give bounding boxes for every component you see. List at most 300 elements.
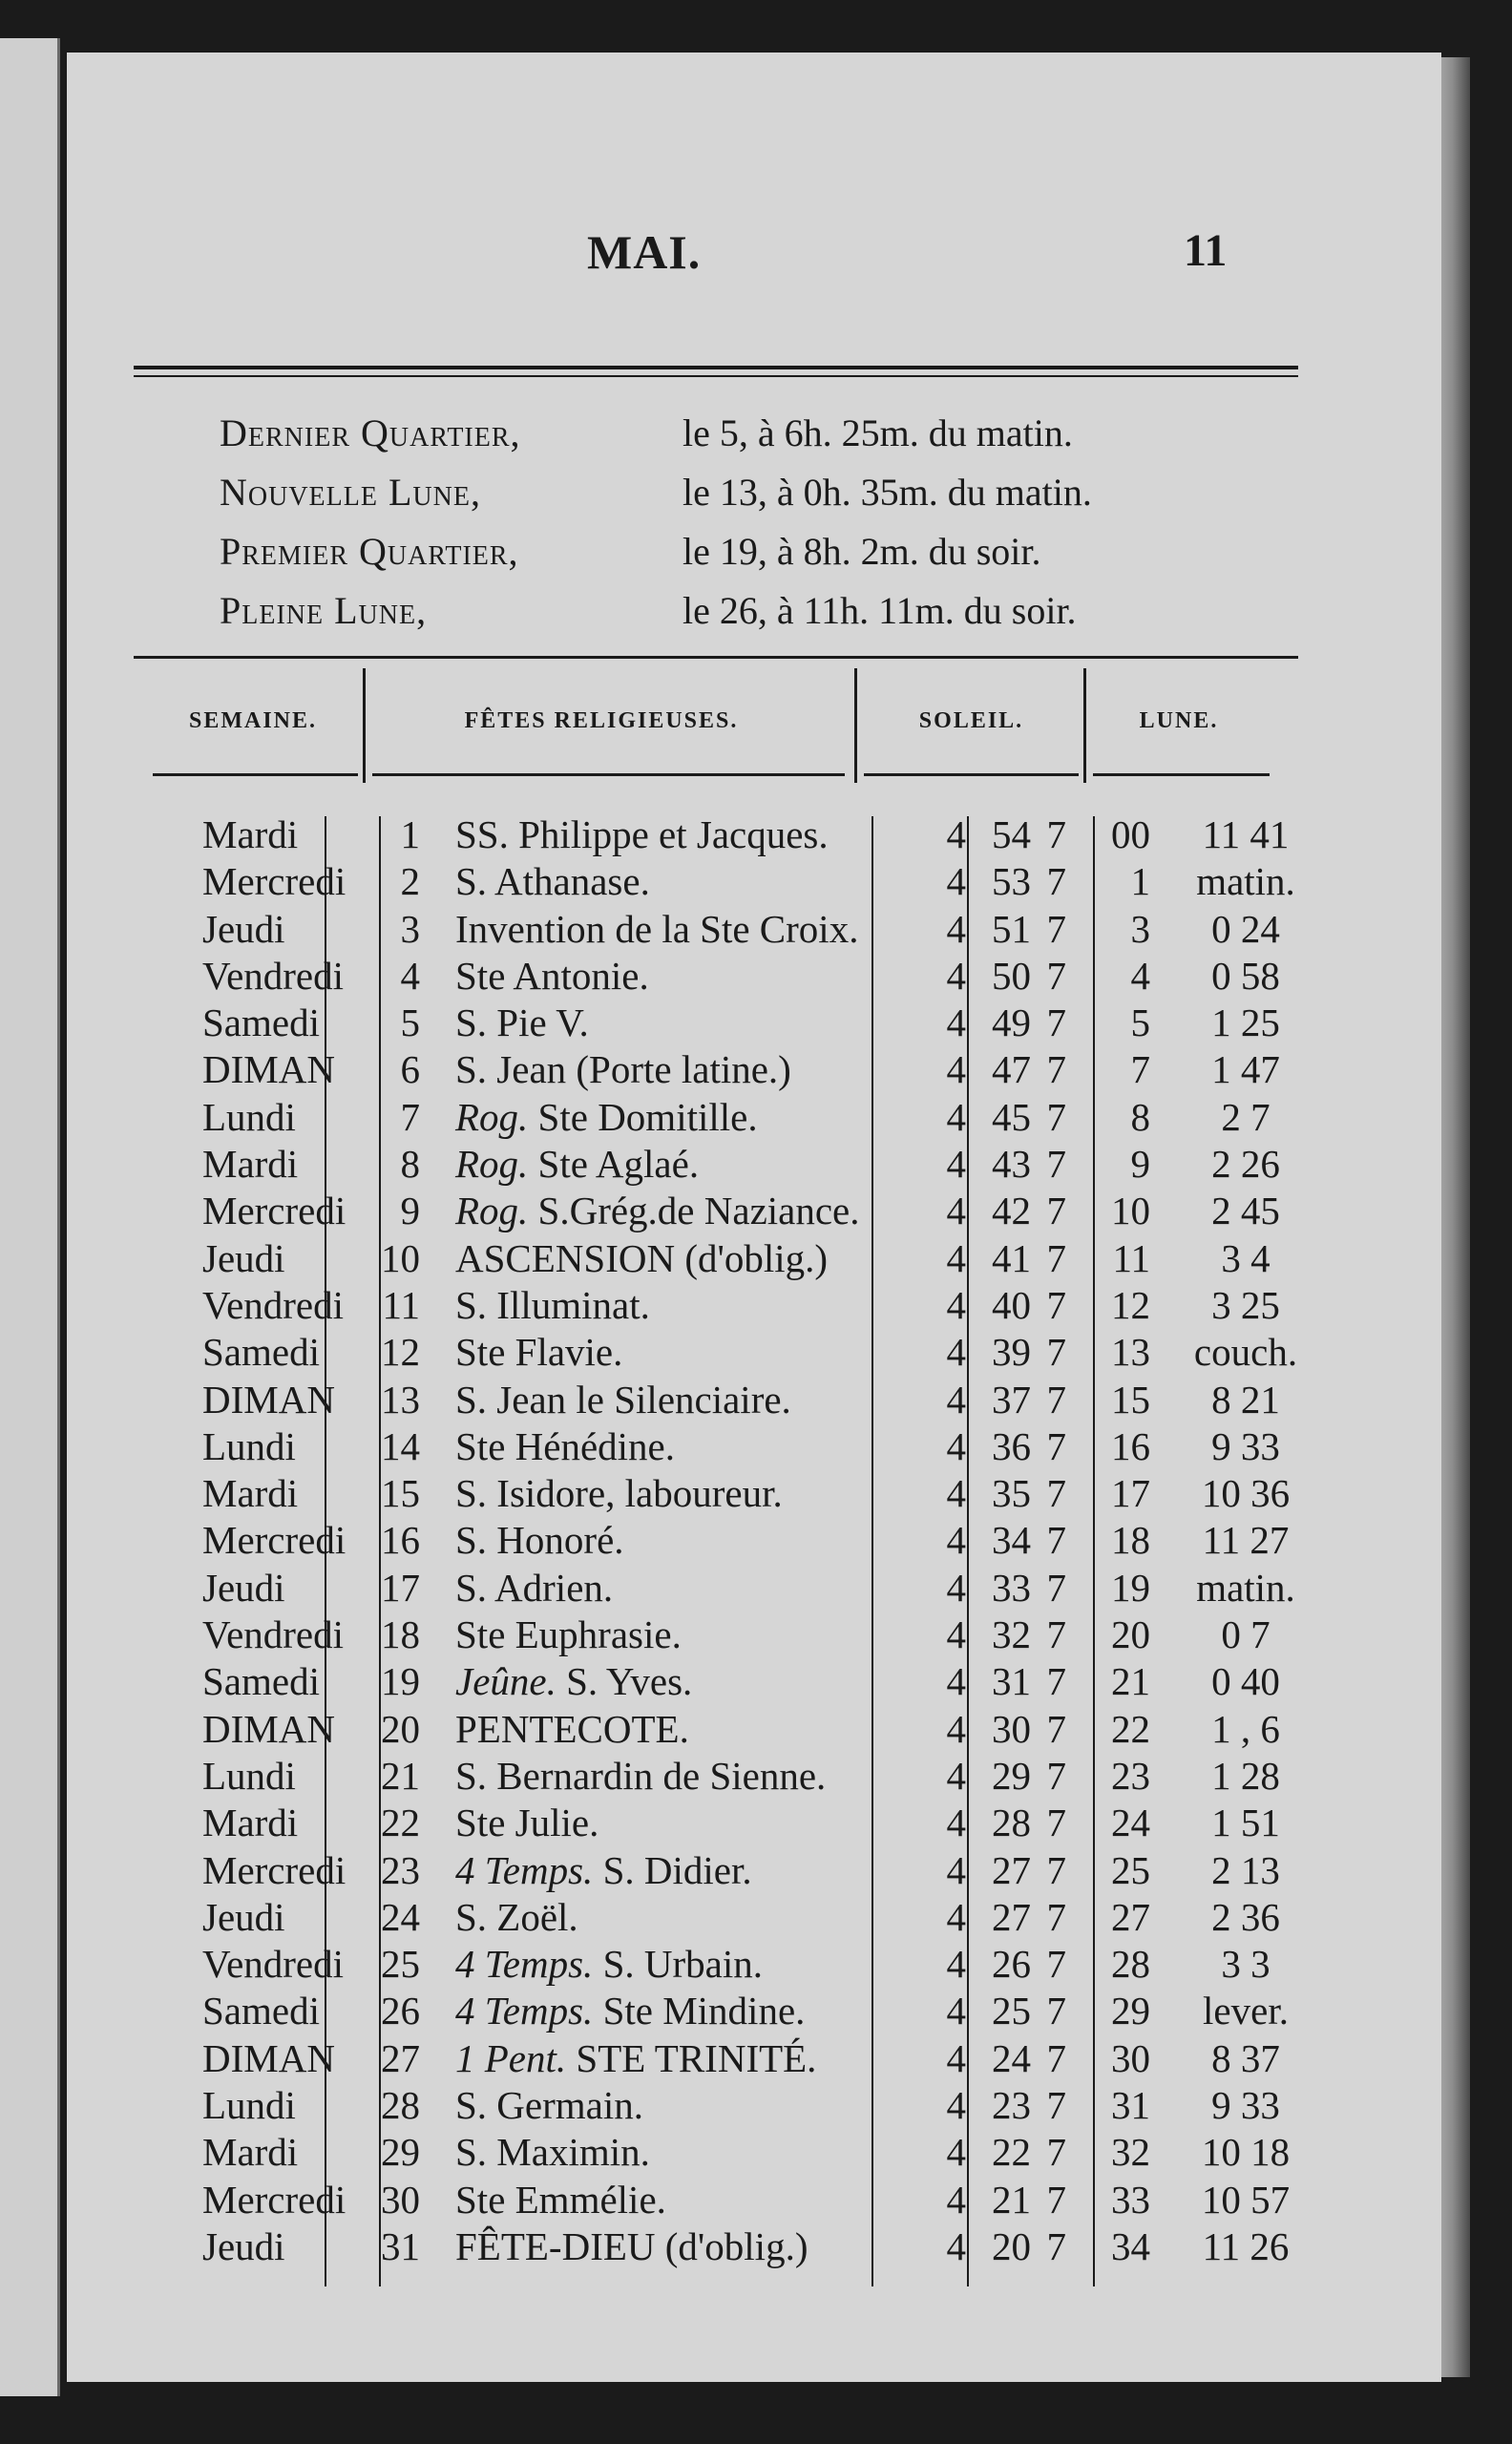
weekday: Vendredi [202,1282,345,1327]
sunset-minute: 22 [1111,1706,1150,1751]
sunset-minute: 00 [1111,812,1150,856]
sunrise-hour: 4 [946,2177,966,2222]
day-number: 9 [400,1189,420,1233]
sunrise-hour: 4 [946,1235,966,1280]
day-number: 3 [400,906,420,951]
sunset-minute: 9 [1130,1142,1150,1187]
table-header [134,668,1298,783]
phase-detail: le 5, à 6h. 25m. du matin. [682,411,1073,454]
day-number: 4 [400,953,420,998]
table-row [134,1423,1327,1470]
sunset-hour: 7 [1046,2223,1066,2268]
table-row [134,1329,1327,1376]
header-rule-thin [134,375,1298,377]
feast-name: S. Adrien. [455,1565,614,1610]
feast-cell [455,1094,758,1141]
sunset-hour: 7 [1046,953,1066,998]
weekday: Mercredi [202,1518,346,1563]
sunset-minute: 4 [1130,953,1150,998]
feast-name: Ste Flavie. [455,1330,623,1375]
feast-cell [455,2223,808,2270]
page-title: MAI. [587,225,702,279]
table-row [134,1612,1327,1658]
feast-name: S. Maximin. [455,2130,650,2175]
column-header-fetes: FÊTES RELIGIEUSES. [464,708,739,733]
moon-time: 3 4 [1221,1235,1270,1280]
feast-cell [455,1046,791,1093]
sunset-hour: 7 [1046,859,1066,904]
feast-name: Ste Euphrasie. [455,1612,682,1657]
sunrise-minute: 49 [992,1001,1031,1045]
table-row [134,2129,1327,2176]
feast-name: Ste Aglaé. [537,1142,700,1187]
table-row [134,1282,1327,1329]
weekday: Samedi [202,1001,320,1045]
sunset-hour: 7 [1046,1894,1066,1939]
sunset-minute: 12 [1111,1282,1150,1327]
feast-name: Invention de la Ste Croix. [455,906,859,951]
feast-cell [455,2082,643,2129]
calendar-table [134,811,1327,2270]
feast-name: S. Honoré. [455,1518,624,1563]
moon-phase-row [220,581,1308,641]
feast-cell [455,1141,699,1188]
table-row [134,1753,1327,1800]
moon-phase-row [220,522,1308,581]
sunrise-hour: 4 [946,1753,966,1798]
moon-time: 11 26 [1202,2223,1290,2268]
sunset-hour: 7 [1046,1235,1066,1280]
table-row [134,1988,1327,2034]
feast-name: FÊTE-DIEU (d'oblig.) [455,2223,808,2268]
sunrise-hour: 4 [946,1659,966,1704]
sunrise-hour: 4 [946,1894,966,1939]
day-number: 17 [381,1565,420,1610]
sunset-minute: 17 [1111,1471,1150,1516]
sunset-minute: 20 [1111,1612,1150,1657]
sunset-hour: 7 [1046,906,1066,951]
day-number: 20 [381,1706,420,1751]
sunset-minute: 8 [1130,1094,1150,1139]
header-underline [372,773,845,776]
day-number: 13 [381,1377,420,1422]
feast-cell [455,1658,692,1705]
day-number: 26 [381,1989,420,2033]
table-row [134,1658,1327,1705]
sunrise-minute: 50 [992,953,1031,998]
feast-cell [455,1000,589,1046]
sunset-hour: 7 [1046,1423,1066,1468]
feast-cell [455,1800,598,1846]
weekday: Vendredi [202,1612,345,1657]
sunset-hour: 7 [1046,1142,1066,1187]
sunrise-minute: 28 [992,1801,1031,1845]
feast-cell [455,1517,624,1564]
sunrise-hour: 4 [946,1047,966,1092]
page-number: 11 [1184,225,1228,276]
sunset-minute: 25 [1111,1847,1150,1892]
sunrise-hour: 4 [946,1801,966,1845]
sunrise-hour: 4 [946,953,966,998]
feast-cell [455,1565,613,1612]
sunset-minute: 23 [1111,1753,1150,1798]
weekday: Jeudi [202,2223,285,2268]
table-row [134,2223,1327,2270]
sunrise-minute: 42 [992,1189,1031,1233]
feast-cell [455,2035,816,2082]
day-number: 10 [381,1235,420,1280]
sunrise-minute: 54 [992,812,1031,856]
sunrise-hour: 4 [946,906,966,951]
weekday: Lundi [202,2083,296,2128]
day-number: 18 [381,1612,420,1657]
table-row [134,1517,1327,1564]
sunset-minute: 1 [1130,859,1150,904]
sunrise-minute: 25 [992,1989,1031,2033]
sunset-minute: 3 [1130,906,1150,951]
sunset-hour: 7 [1046,1989,1066,2033]
table-row [134,1470,1327,1517]
table-row [134,1847,1327,1894]
sunrise-minute: 23 [992,2083,1031,2128]
sunset-minute: 5 [1130,1001,1150,1045]
weekday: Jeudi [202,1235,285,1280]
sunrise-minute: 31 [992,1659,1031,1704]
feast-cell [455,1235,828,1282]
sunrise-minute: 45 [992,1094,1031,1139]
feast-cell [455,953,649,1000]
feast-name: S. Pie V. [455,1001,589,1045]
weekday: Samedi [202,1659,320,1704]
feast-cell [455,2129,650,2176]
sunrise-hour: 4 [946,1423,966,1468]
sunrise-hour: 4 [946,1847,966,1892]
day-number: 15 [381,1471,420,1516]
phase-name: Pleine Lune, [220,589,428,632]
sunrise-hour: 4 [946,1282,966,1327]
moon-time: 3 25 [1211,1282,1280,1327]
sunset-hour: 7 [1046,1471,1066,1516]
moon-time: 2 36 [1211,1894,1280,1939]
sunrise-hour: 4 [946,2223,966,2268]
table-row [134,1094,1327,1141]
weekday: Vendredi [202,953,345,998]
feast-prefix: Rog. [455,1189,529,1233]
sunset-hour: 7 [1046,2177,1066,2222]
moon-phases [220,404,1308,641]
table-row [134,2082,1327,2129]
sunset-minute: 7 [1130,1047,1150,1092]
weekday: Lundi [202,1753,296,1798]
sunrise-hour: 4 [946,1706,966,1751]
day-number: 30 [381,2177,420,2222]
sunset-hour: 7 [1046,2035,1066,2080]
sunrise-hour: 4 [946,1471,966,1516]
sunrise-minute: 30 [992,1706,1031,1751]
moon-time: 0 24 [1211,906,1280,951]
sunset-hour: 7 [1046,812,1066,856]
sunset-hour: 7 [1046,1706,1066,1751]
table-row [134,1706,1327,1753]
feast-name: Ste Emmélie. [455,2177,666,2222]
sunset-hour: 7 [1046,1612,1066,1657]
feast-name: S. Bernardin de Sienne. [455,1753,827,1798]
feast-prefix: Rog. [455,1142,529,1187]
table-row [134,1235,1327,1282]
sunset-hour: 7 [1046,1753,1066,1798]
sunset-minute: 15 [1111,1377,1150,1422]
weekday: Jeudi [202,1894,285,1939]
moon-time: 2 7 [1221,1094,1270,1139]
sunset-hour: 7 [1046,1801,1066,1845]
sunrise-minute: 33 [992,1565,1031,1610]
sunset-minute: 19 [1111,1565,1150,1610]
weekday: Mercredi [202,859,346,904]
column-divider [1083,668,1086,783]
feast-prefix: 1 Pent. [455,2035,567,2080]
sunrise-hour: 4 [946,1330,966,1375]
feast-name: S. Urbain. [602,1942,763,1987]
weekday: Vendredi [202,1942,345,1987]
feast-name: S. Zoël. [455,1894,578,1939]
feast-cell [455,1612,682,1658]
moon-time: 9 33 [1211,1423,1280,1468]
sunset-minute: 31 [1111,2083,1150,2128]
column-header-lune: LUNE. [1139,708,1219,733]
running-head [67,215,1441,291]
column-divider [854,668,857,783]
weekday: Mardi [202,1801,299,1845]
sunrise-minute: 51 [992,906,1031,951]
moon-time: matin. [1196,1565,1295,1610]
moon-time: lever. [1203,1989,1289,2033]
moon-time: 11 41 [1202,812,1290,856]
sunrise-hour: 4 [946,1565,966,1610]
sunset-hour: 7 [1046,1094,1066,1139]
moon-time: 10 57 [1201,2177,1291,2222]
day-number: 5 [400,1001,420,1045]
feast-name: S. Illuminat. [455,1282,650,1327]
sunset-minute: 28 [1111,1942,1150,1987]
column-header-soleil: SOLEIL. [918,708,1024,733]
feast-cell [455,1988,805,2034]
moon-time: 1 47 [1211,1047,1280,1092]
sunset-hour: 7 [1046,1001,1066,1045]
day-number: 25 [381,1942,420,1987]
day-number: 6 [400,1047,420,1092]
sunrise-hour: 4 [946,1094,966,1139]
phase-detail: le 19, à 8h. 2m. du soir. [682,530,1041,573]
feast-cell [455,1706,689,1753]
day-number: 24 [381,1894,420,1939]
sunset-minute: 30 [1111,2035,1150,2080]
sunrise-minute: 36 [992,1423,1031,1468]
weekday: Samedi [202,1989,320,2033]
weekday: Lundi [202,1094,296,1139]
feast-name: PENTECOTE. [455,1706,689,1751]
sunrise-minute: 32 [992,1612,1031,1657]
moon-time: 0 7 [1221,1612,1270,1657]
day-number: 11 [382,1282,420,1327]
moon-time: 11 27 [1202,1518,1290,1563]
feast-prefix: Jeûne. [455,1659,556,1704]
sunset-hour: 7 [1046,1942,1066,1987]
sunrise-minute: 47 [992,1047,1031,1092]
moon-time: matin. [1196,859,1295,904]
moon-time: 10 36 [1201,1471,1291,1516]
table-row [134,1141,1327,1188]
sunrise-minute: 27 [992,1894,1031,1939]
feast-name: SS. Philippe et Jacques. [455,812,829,856]
sunrise-hour: 4 [946,1001,966,1045]
feast-cell [455,906,858,953]
sunrise-hour: 4 [946,2083,966,2128]
feast-name: Ste Domitille. [537,1094,758,1139]
table-row [134,1565,1327,1612]
feast-prefix: 4 Temps. [455,1989,594,2033]
table-row [134,1188,1327,1234]
feast-prefix: Rog. [455,1094,529,1139]
feast-name: S. Yves. [566,1659,693,1704]
facing-page-edge [0,38,60,2396]
table-row [134,953,1327,1000]
feast-name: S. Athanase. [455,859,650,904]
sunrise-minute: 41 [992,1235,1031,1280]
moon-time: 1 51 [1211,1801,1280,1845]
sunrise-minute: 27 [992,1847,1031,1892]
sunrise-minute: 39 [992,1330,1031,1375]
sunset-minute: 24 [1111,1801,1150,1845]
sunrise-hour: 4 [946,812,966,856]
weekday: Mardi [202,812,299,856]
day-number: 2 [400,859,420,904]
moon-time: 8 37 [1211,2035,1280,2080]
sunrise-minute: 40 [992,1282,1031,1327]
table-row [134,2035,1327,2082]
table-row [134,858,1327,905]
feast-cell [455,1847,752,1894]
sunset-hour: 7 [1046,1189,1066,1233]
weekday: Mardi [202,1471,299,1516]
feast-prefix: 4 Temps. [455,1942,594,1987]
day-number: 14 [381,1423,420,1468]
feast-cell [455,858,650,905]
weekday: Mardi [202,1142,299,1187]
table-row [134,1377,1327,1423]
column-header-semaine: SEMAINE. [188,708,318,733]
day-number: 16 [381,1518,420,1563]
day-number: 31 [381,2223,420,2268]
table-row [134,1941,1327,1988]
day-number: 7 [400,1094,420,1139]
feast-name: Ste Antonie. [455,953,649,998]
sunset-minute: 21 [1111,1659,1150,1704]
sunrise-minute: 34 [992,1518,1031,1563]
feast-cell [455,1753,826,1800]
day-number: 23 [381,1847,420,1892]
sunset-minute: 32 [1111,2130,1150,2175]
table-row [134,2177,1327,2223]
sunrise-minute: 22 [992,2130,1031,2175]
feast-cell [455,811,829,858]
header-rule [134,366,1298,369]
sunrise-hour: 4 [946,1142,966,1187]
sunrise-hour: 4 [946,1518,966,1563]
weekday: Mercredi [202,2177,346,2222]
feast-name: S. Didier. [602,1847,752,1892]
moon-time: 0 40 [1211,1659,1280,1704]
weekday: Jeudi [202,906,285,951]
sunrise-minute: 43 [992,1142,1031,1187]
section-rule [134,656,1298,659]
moon-time: 0 58 [1211,953,1280,998]
moon-time: 3 3 [1221,1942,1270,1987]
feast-prefix: 4 Temps. [455,1847,594,1892]
day-number: 19 [381,1659,420,1704]
table-row [134,906,1327,953]
sunset-minute: 16 [1111,1423,1150,1468]
table-row [134,1046,1327,1093]
sunrise-minute: 35 [992,1471,1031,1516]
phase-detail: le 26, à 11h. 11m. du soir. [682,589,1077,632]
weekday: DIMAN [202,1047,335,1092]
feast-cell [455,1377,791,1423]
sunset-minute: 13 [1111,1330,1150,1375]
feast-name: STE TRINITÉ. [576,2035,817,2080]
sunset-minute: 33 [1111,2177,1150,2222]
sunset-minute: 34 [1111,2223,1150,2268]
table-row [134,811,1327,858]
feast-name: Ste Hénédine. [455,1423,675,1468]
weekday: Mardi [202,2130,299,2175]
sunset-hour: 7 [1046,1330,1066,1375]
weekday: Mercredi [202,1189,346,1233]
feast-name: S. Jean (Porte latine.) [455,1047,791,1092]
feast-cell [455,2177,666,2223]
day-number: 8 [400,1142,420,1187]
day-number: 29 [381,2130,420,2175]
sunrise-hour: 4 [946,1989,966,2033]
sunrise-hour: 4 [946,859,966,904]
phase-name: Nouvelle Lune, [220,471,481,514]
moon-phase-row [220,463,1308,522]
sunrise-hour: 4 [946,1377,966,1422]
sunrise-hour: 4 [946,1942,966,1987]
sunset-hour: 7 [1046,1518,1066,1563]
moon-time: 1 25 [1211,1001,1280,1045]
feast-cell [455,1329,622,1376]
sunrise-minute: 26 [992,1942,1031,1987]
sunrise-minute: 53 [992,859,1031,904]
weekday: Lundi [202,1423,296,1468]
sunset-hour: 7 [1046,1282,1066,1327]
feast-name: ASCENSION (d'oblig.) [455,1235,829,1280]
header-underline [153,773,358,776]
weekday: DIMAN [202,2035,335,2080]
sunset-hour: 7 [1046,2130,1066,2175]
phase-name: Dernier Quartier, [220,411,521,454]
moon-time: 1 , 6 [1211,1706,1280,1751]
day-number: 22 [381,1801,420,1845]
day-number: 21 [381,1753,420,1798]
day-number: 27 [381,2035,420,2080]
weekday: DIMAN [202,1377,335,1422]
weekday: Samedi [202,1330,320,1375]
feast-name: Ste Mindine. [602,1989,806,2033]
sunrise-hour: 4 [946,1189,966,1233]
table-row [134,1894,1327,1941]
header-underline [864,773,1079,776]
